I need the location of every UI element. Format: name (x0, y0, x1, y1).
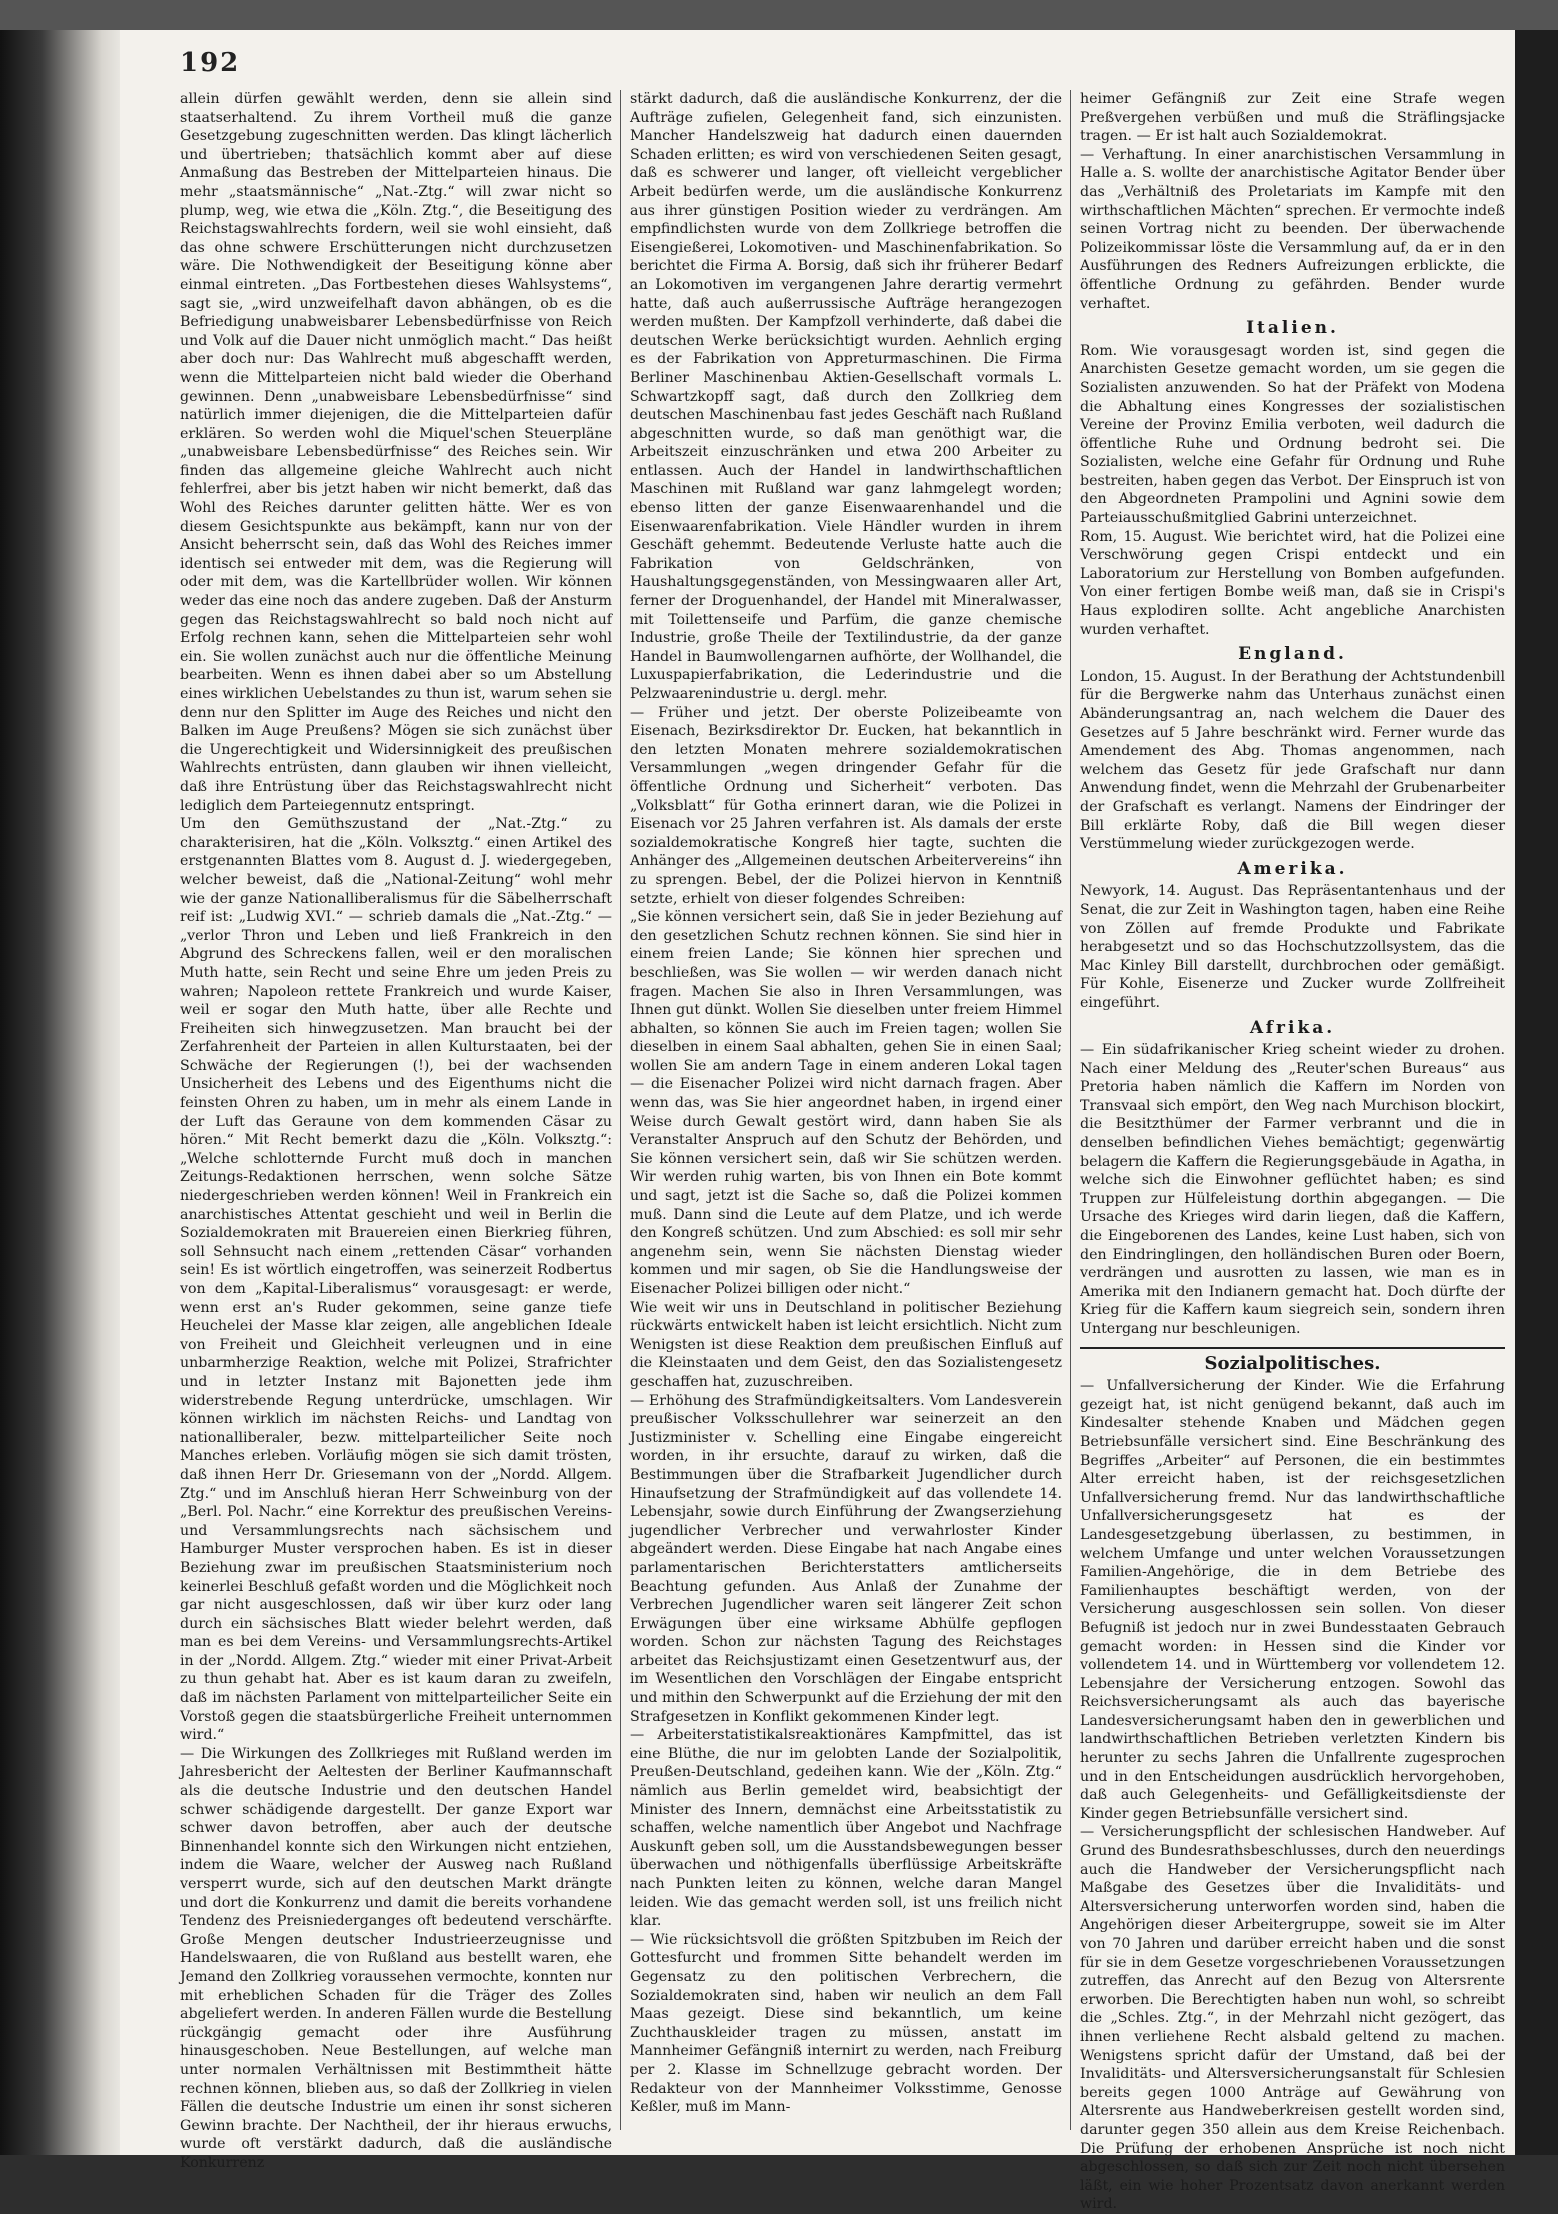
article-paragraph: Wie weit wir uns in Deutschland in politischer Beziehung rückwärts entwickelt haben ist leicht ersichtlich. Nicht zum Wenigsten ist diese Reaktion dem preußischen Einfluß auf die Kleinstaaten und dem Geist, den das Sozialistengesetz geschaffen hat, zuzuschreiben. (630, 1299, 1062, 1390)
article-paragraph: — Arbeiterstatistikalsreaktionäres Kampfmittel, das ist eine Blüthe, die nur im gelobten Lande der Sozialpolitik, Preußen-Deutschland, gedeihen kann. Wie der „Köln. Ztg.“ nämlich aus Berlin gemeldet wird, beabsichtigt der Minister des Innern, demnächst eine Arbeitsstatistik zu schaffen, welche namentlich über Angebot und Nachfrage Auskunft geben soll, um die Ausstandsbewegungen besser überwachen und nöthigenfalls überflüssige Arbeitskräfte nach Punkten leiten zu können, welche daran Mangel leiden. Wie das gemacht werden soll, ist uns freilich nicht klar. (630, 1727, 1062, 1930)
article-paragraph: Rom. Wie vorausgesagt worden ist, sind gegen die Anarchisten Gesetze gemacht worden, um sie gegen die Sozialisten anzuwenden. So hat der Präfekt von Modena die Abhaltung eines Kongresses der sozialistischen Vereine der Provinz Emilia verboten, weil dadurch die öffentliche Ruhe und Ordnung bedroht sei. Die Sozialisten, welche eine Gefahr für Ordnung und Ruhe bestreiten, haben gegen das Verbot. Der Einspruch ist von den Abgeordneten Prampolini und Agnini sowie dem Parteiausschußmitglied Gabrini unterzeichnet. (1080, 342, 1505, 527)
article-paragraph: stärkt dadurch, daß die ausländische Konkurrenz, der die Aufträge zufielen, Gelegenheit fand, sich einzunisten. Mancher Handelszweig hat dadurch einen dauernden Schaden erlitten; es wird von verschiedenen Seiten gesagt, daß es schwerer und langer, oft vielleicht vergeblicher Arbeit bedürfen werde, um die ausländische Konkurrenz aus ihrer günstigen Position wieder zu verdrängen. Am empfindlichsten wurde von dem Zollkriege betroffen die Eisengießerei, Lokomotiven- und Maschinenfabrikation. So berichtet die Firma A. Borsig, daß sich ihr früherer Bedarf an Lokomotiven im vergangenen Jahre derartig vermehrt hatte, daß auch außerrussische Aufträge herangezogen werden mußten. Der Kampfzoll verhinderte, daß dabei die deutschen Werke berücksichtigt wurden. Aehnlich erging es der Fabrikation von Appreturmaschinen. Die Firma Berliner Maschinenbau Aktien-Gesellschaft vormals L. Schwartzkopff sagt, daß durch den Zollkrieg dem deutschen Maschinenbau fast jedes Geschäft nach Rußland abgeschnitten wurde, so daß man genöthigt war, die Arbeitszeit einzuschränken und etwa 200 Arbeiter zu entlassen. Auch der Handel in landwirthschaftlichen Maschinen mit Rußland war ganz lahmgelegt worden; ebenso litten der ganze Eisenwaarenhandel und die Eisenwaarenfabrikation. Viele Händler wurden in ihrem Geschäft gehemmt. Bedeutende Verluste hatte auch die Fabrikation von Geldschränken, von Haushaltungsgegenständen, von Messingwaaren aller Art, ferner der Droguenhandel, der Handel mit Mineralwasser, mit Toilettenseife und Parfüm, die ganze chemische Industrie, große Theile der Textilindustrie, da der ganze Handel in Baumwollengarnen aufhörte, der Wollhandel, die Luxuspapierfabrikation, die Lederindustrie und die Pelzwaarenindustrie u. dergl. mehr. (630, 91, 1062, 702)
scan-right-border (1515, 30, 1558, 2155)
section-heading: Sozialpolitisches. (1080, 1347, 1505, 1374)
country-heading: Italien. (1246, 318, 1339, 339)
country-heading: Afrika. (1249, 1017, 1336, 1038)
article-paragraph: London, 15. August. In der Berathung der Achtstundenbill für die Bergwerke nahm das Unterhaus zunächst einen Abänderungsantrag an, nach welchem die Dauer des Gesetzes auf 5 Jahre beschränkt wird. Ferner wurde das Amendement des Abg. Thomas angenommen, nach welchem das Gesetz für jede Grafschaft nur dann Anwendung findet, wenn die Mehrzahl der Grubenarbeiter der Grafschaft es verlangt. Namens der Eindringer der Bill erklärte Roby, daß die Bill wegen dieser Verstümmelung wieder zurückgezogen werde. (1080, 668, 1505, 853)
article-paragraph: — Wie rücksichtsvoll die größten Spitzbuben im Reich der Gottesfurcht und frommen Sitte behandelt werden im Gegensatz zu den politischen Verbrechern, die Sozialdemokraten sind, haben wir neulich an dem Fall Maas gezeigt. Diese sind bekanntlich, um keine Zuchthauskleider tragen zu müssen, anstatt im Mannheimer Gefängniß internirt zu werden, nach Freiburg per 2. Klasse im Schnellzuge gebracht worden. Der Redakteur von der Mannheimer Volksstimme, Genosse Keßler, muß im Mann- (630, 1931, 1062, 2116)
article-paragraph: — Früher und jetzt. Der oberste Polizeibeamte von Eisenach, Bezirksdirektor Dr. Eucken, hat bekanntlich in den letzten Monaten mehrere sozialdemokratischen Versammlungen „wegen dringender Gefahr für die öffentliche Ordnung und Sicherheit“ verboten. Das „Volksblatt“ für Gotha erinnert daran, wie die Polizei in Eisenach vor 25 Jahren verfahren ist. Als damals der erste sozialdemokratische Kongreß hier tagte, suchten die Anhänger des „Allgemeinen deutschen Arbeitervereins“ ihn zu sprengen. Bebel, der die Polizei hiervon in Kenntniß setzte, erhielt von dieser folgendes Schreiben: (630, 704, 1062, 907)
scan-top-border (0, 0, 1558, 30)
column-rule (1070, 90, 1071, 2130)
article-paragraph: Newyork, 14. August. Das Repräsentantenhaus und der Senat, die zur Zeit in Washington tagen, haben eine Reihe von Zöllen auf fremde Produkte und Fabrikate herabgesetzt und so das Hochschutzzollsystem, das die Mac Kinley Bill darstellt, durchbrochen oder gemäßigt. Für Kohle, Eisenerze und Zucker wurde Zollfreiheit eingeführt. (1080, 883, 1505, 1011)
article-paragraph: — Erhöhung des Strafmündigkeitsalters. Vom Landesverein preußischer Volksschullehrer war seinerzeit an den Justizminister v. Schelling eine Eingabe eingereicht worden, in ihr ersuchte, darauf zu wirken, daß die Bestimmungen über die Strafbarkeit Jugendlicher durch Hinaufsetzung der Strafmündigkeit auf das vollendete 14. Lebensjahr, sowie durch Einführung der Zwangserziehung jugendlicher Verbrecher und verwahrloster Kinder abgeändert werden. Diese Eingabe hat nach Angabe eines parlamentarischen Berichterstatters amtlicherseits Beachtung gefunden. Aus Anlaß der Zunahme der Verbrechen Jugendlicher waren seit längerer Zeit schon Erwägungen über eine wirksame Abhülfe gepflogen worden. Schon zur nächsten Tagung des Reichstages arbeitet das Reichsjustizamt einen Gesetzentwurf aus, der im Wesentlichen den Vorschlägen der Eingabe entspricht und mithin den Schwerpunkt auf die Erziehung der mit den Strafgesetzen in Konflikt gekommenen Kinder legt. (630, 1392, 1062, 1725)
article-paragraph: — Unfallversicherung der Kinder. Wie die Erfahrung gezeigt hat, ist nicht genügend bekannt, daß auch im Kindesalter stehende Knaben und Mädchen gegen Betriebsunfälle versichert sind. Eine Beschränkung des Begriffes „Arbeiter“ auf Personen, die ein bestimmtes Alter erreicht haben, ist der reichsgesetzlichen Unfallversicherung fremd. Nur das landwirthschaftliche Unfallversicherungsgesetz hat es der Landesgesetzgebung überlassen, zu bestimmen, in welchem Umfange und unter welchen Voraussetzungen Familien-Angehörige, die in dem Betriebe des Familienhauptes beschäftigt werden, von der Versicherung ausgeschlossen sein sollen. Von dieser Befugniß ist jedoch nur in zwei Bundesstaaten Gebrauch gemacht worden: in Hessen sind die Kinder vor vollendetem 14. und in Württemberg vor vollendetem 12. Lebensjahre der Versicherung entzogen. Sowohl das Reichsversicherungsamt als auch das bayerische Landesversicherungsamt haben den in gewerblichen und landwirthschaftlichen Betrieben verletzten Kindern bis herunter zu sechs Jahren die Unfallrente zugesprochen und in den Entscheidungen ausdrücklich hervorgehoben, daß auch Gelegenheits- und Gefälligkeitsdienste der Kinder gegen Betriebsunfälle versichert sind. (1080, 1378, 1505, 1822)
article-paragraph: heimer Gefängniß zur Zeit eine Strafe wegen Preßvergehen verbüßen und muß die Sträflingsjacke tragen. — Er ist halt auch Sozialdemokrat. (1080, 91, 1505, 145)
book-spine (0, 30, 120, 2155)
article-paragraph: „Sie können versichert sein, daß Sie in jeder Beziehung auf den gesetzlichen Schutz rechnen können. Sie sind hier in einem freien Lande; Sie können hier sprechen und beschließen, was Sie wollen — wir werden danach nicht fragen. Machen Sie also in Ihren Versammlungen, was Ihnen gut dünkt. Wollen Sie dieselben unter freiem Himmel abhalten, so können Sie auch im Freien tagen; wollen Sie dieselben in einem Saal abhalten, gehen Sie in einen Saal; wollen Sie am andern Tage in einem anderen Lokal tagen — die Eisenacher Polizei wird nicht darnach fragen. Aber wenn das, was Sie hier angeordnet haben, in irgend einer Weise durch Gewalt gestört wird, dann haben Sie als Veranstalter Anspruch auf den Schutz der Behörden, und Sie können versichert sein, daß wir Sie schützen werden. Wir werden ruhig warten, bis von Ihnen ein Bote kommt und sagt, jetzt ist die Sache so, daß die Polizei kommen muß. Dann sind die Leute auf dem Platze, und ich werde den Kongreß schützen. Und zum Abschied: es soll mir sehr angenehm sein, wenn Sie nächsten Dienstag wieder kommen und mir sagen, ob Sie die Handlungsweise der Eisenacher Polizei billigen oder nicht.“ (630, 909, 1062, 1297)
country-heading: Amerika. (1237, 858, 1348, 879)
article-paragraph: — Verhaftung. In einer anarchistischen Versammlung in Halle a. S. wollte der anarchistische Agitator Bender über das „Verhältniß des Proletariats im Kampfe mit den wirthschaftlichen Mächten“ sprechen. Er vermochte indeß seinen Vortrag nicht zu beenden. Der überwachende Polizeikommissar löste die Versammlung auf, da er in den Ausführungen des Redners Aufreizungen erblickte, die öffentliche Ordnung zu gefährden. Bender wurde verhaftet. (1080, 146, 1505, 312)
text-column-3 (1080, 90, 1505, 2213)
article-paragraph: — Versicherungspflicht der schlesischen Handweber. Auf Grund des Bundesrathsbeschlusses, durch den neuerdings auch die Handweber der Versicherungspflicht nach Maßgabe des Gesetzes über die Invaliditäts- und Altersversicherung unterworfen worden sind, haben die Angehörigen dieser Arbeitergruppe, soweit sie im Alter von 70 Jahren und darüber erreicht haben und die sonst für sie in dem Gesetze vorgeschriebenen Voraussetzungen zutreffen, das Anrecht auf den Bezug von Altersrente erworben. Die Berechtigten haben nun wohl, so schreibt die „Schles. Ztg.“, in der Mehrzahl nicht gezögert, das ihnen verliehene Recht alsbald geltend zu machen. Wenigstens spricht dafür der Umstand, daß bei der Invaliditäts- und Altersversicherungsanstalt für Schlesien bereits gegen 1000 Anträge auf Gewährung von Altersrente aus Handweberkreisen gestellt worden sind, darunter gegen 350 allein aus dem Kreise Reichenbach. Die Prüfung der erhobenen Ansprüche ist noch nicht abgeschlossen, so daß sich zur Zeit noch nicht übersehen läßt, ein wie hoher Prozentsatz davon anerkannt werden wird. (1080, 1824, 1505, 2213)
text-column-1 (180, 90, 612, 2171)
article-paragraph: — Ein südafrikanischer Krieg scheint wieder zu drohen. Nach einer Meldung des „Reuter'schen Bureaus“ aus Pretoria haben nämlich die Kaffern im Norden von Transvaal sich empört, den Weg nach Murchison blockirt, die Besitzthümer der Farmer verbrannt und die in denselben befindlichen Viehes bemächtigt; gegenwärtig belagern die Kaffern die Regierungsgebäude in Agatha, in welche sich die Einwohner geflüchtet haben; es sind Truppen zur Hülfeleistung dorthin abgegangen. — Die Ursache des Krieges wird darin liegen, daß die Kaffern, die Eingeborenen des Landes, keine Lust haben, sich von den Eindringlingen, den holländischen Buren oder Boern, verdrängen und ausrotten zu lassen, wie man es in Amerika mit den Indianern gemacht hat. Doch dürfte der Krieg für die Kaffern kaum siegreich sein, sondern ihren Untergang nur beschleunigen. (1080, 1042, 1505, 1337)
text-column-2 (630, 90, 1062, 2130)
newspaper-page (120, 30, 1515, 2213)
article-paragraph: Um den Gemüthszustand der „Nat.-Ztg.“ zu charakterisiren, hat die „Köln. Volksztg.“ einen Artikel des erstgenannten Blattes vom 8. August d. J. wiedergegeben, welcher beweist, daß die „National-Zeitung“ wohl mehr wie der ganze Nationalliberalismus für die Säbelherrschaft reif ist: „Ludwig XVI.“ — schrieb damals die „Nat.-Ztg.“ — „verlor Thron und Leben und ließ Frankreich in den Abgrund des Schreckens fallen, weil er den moralischen Muth hatte, sein Recht und seine Ehre um jeden Preis zu wahren; Napoleon rettete Frankreich und wurde Kaiser, weil er sogar den Muth hatte, über alle Rechte und Freiheiten sich hinwegzusetzen. Man braucht bei der Zerfahrenheit der Parteien in allen Kulturstaaten, bei der Schwäche der Regierungen (!), bei der wachsenden Unsicherheit des Lebens und des Eigenthums nicht die feinsten Ohren zu haben, um in mehr als einem Lande in der Luft das Geraune von dem kommenden Cäsar zu hören.“ Mit Recht bemerkt dazu die „Köln. Volksztg.“: „Welche schlotternde Furcht muß doch in manchen Zeitungs-Redaktionen herrschen, wenn solche Sätze niedergeschrieben werden können! Weil in Frankreich ein anarchistisches Attentat geschieht und weil in Berlin die Sozialdemokraten mit Brauereien einen Bierkrieg führen, soll Sehnsucht nach einem „rettenden Cäsar“ vorhanden sein! Es ist wörtlich eingetroffen, was seinerzeit Rodbertus von dem „Kapital-Liberalismus“ vorausgesagt: er werde, wenn erst an's Ruder gekommen, seine ganze tiefe Heuchelei der Masse klar zeigen, alle angeblichen Ideale von Freiheit und Gleichheit verleugnen und in eine unbarmherzige Reaktion, welche mit Polizei, Strafrichter und in letzter Instanz mit Bajonetten jede ihm widerstrebende Regung unterdrücke, umschlagen. Wir können wirklich im nächsten Reichs- und Landtag von nationalliberaler, bezw. mittelparteilicher Seite noch Manches erleben. Vorläufig mögen sie sich damit trösten, daß ihnen Herr Dr. Griesemann von der „Nordd. Allgem. Ztg.“ und im Anschluß hieran Herr Schweinburg von der „Berl. Pol. Nachr.“ eine Korrektur des preußischen Vereins- und Versammlungsrechts nach sächsischem und Hamburger Muster versprochen haben. Es ist in dieser Beziehung zwar im preußischen Staatsministerium noch keinerlei Beschluß gefaßt worden und die Möglichkeit noch gar nicht ausgeschlossen, daß wir über kurz oder lang durch ein sächsisches Blatt wieder belehrt werden, daß man es bei dem Vereins- und Versammlungsrechts-Artikel in der „Nordd. Allgem. Ztg.“ wieder mit einer Privat-Arbeit zu thun gehabt hat. Aber es ist kaum daran zu zweifeln, daß im nächsten Parlament von mittelparteilicher Seite ein Vorstoß gegen die staatsbürgerliche Freiheit unternommen wird.“ (180, 816, 612, 1744)
column-rule (620, 90, 621, 2130)
article-paragraph: allein dürfen gewählt werden, denn sie allein sind staatserhaltend. Zu ihrem Vortheil muß die ganze Gesetzgebung zugeschnitten werden. Das klingt lächerlich und übertrieben; thatsächlich kommt aber auf diese Anmaßung das Bestreben der Mittelparteien hinaus. Die mehr „staatsmännische“ „Nat.-Ztg.“ will zwar nicht so plump, weg, wie etwa die „Köln. Ztg.“, die Beseitigung des Reichstagswahlrechts fordern, weil sie wohl einsieht, daß das ohne schwere Erschütterungen nicht durchzusetzen wäre. Die Nothwendigkeit der Beseitigung könne aber einmal eintreten. „Das Fortbestehen dieses Wahlsystems“, sagt sie, „wird unzweifelhaft davon abhängen, ob es die Befriedigung unabweisbarer Lebensbedürfnisse von Reich und Volk auf die Dauer nicht unmöglich macht.“ Das heißt aber doch nur: Das Wahlrecht muß abgeschafft werden, wenn die Mittelparteien nicht bald wieder die Oberhand gewinnen. Denn „unabweisbare Lebensbedürfnisse“ sind natürlich immer diejenigen, die die Mittelparteien dafür erklären. So werden wohl die Miquel'schen Steuerpläne „unabweisbare Lebensbedürfnisse“ des Reiches sein. Wir finden das allgemeine gleiche Wahlrecht auch nicht fehlerfrei, aber bis jetzt haben wir nicht bemerkt, daß das Wohl des Reiches darunter gelitten hätte. Wer es von diesem Gesichtspunkte aus bekämpft, kann nur von der Ansicht beherrscht sein, daß das Wohl des Reiches immer identisch sei entweder mit dem, was die Regierung will oder mit dem, was die Kartellbrüder wollen. Wir können weder das eine noch das andere zugeben. Daß der Ansturm gegen das Reichstagswahlrecht so bald noch nicht auf Erfolg rechnen kann, sehen die Mittelparteien sehr wohl ein. Sie wollen zunächst auch nur die öffentliche Meinung bearbeiten. Wenn es ihnen dabei aber so um Abstellung eines wirklichen Uebelstandes zu thun ist, warum sehen sie denn nur den Splitter im Auge des Reiches und nicht den Balken im Auge Preußens? Mögen sie sich zunächst über die Ungerechtigkeit und Widersinnigkeit des preußischen Wahlrechts entrüsten, dann glauben wir ihnen vielleicht, daß ihre Entrüstung über das Reichstagswahlrecht nicht lediglich dem Parteiegennutz entspringt. (180, 91, 612, 814)
country-heading: England. (1238, 644, 1347, 665)
article-paragraph: Rom, 15. August. Wie berichtet wird, hat die Polizei eine Verschwörung gegen Crispi entdeckt und ein Laboratorium zur Herstellung von Bomben aufgefunden. Von einer fertigen Bombe weiß man, daß sie in Crispi's Haus explodiren sollte. Acht angebliche Anarchisten wurden verhaftet. (1080, 528, 1505, 638)
article-paragraph: — Die Wirkungen des Zollkrieges mit Rußland werden im Jahresbericht der Aeltesten der Berliner Kaufmannschaft als die deutsche Industrie und den deutschen Handel schwer schädigende dargestellt. Der ganze Export war schwer davon betroffen, aber auch der deutsche Binnenhandel konnte sich den Wirkungen nicht entziehen, indem die Waare, welcher der Ausweg nach Rußland versperrt wurde, sich auf den deutschen Markt drängte und dort die Konkurrenz und damit die bereits vorhandene Tendenz des Preisniederganges oft bedeutend verschärfte. Große Mengen deutscher Industrieerzeugnisse und Handelswaaren, die von Rußland aus bestellt waren, ehe Jemand den Zollkrieg voraussehen vermochte, konnten nur mit erheblichen Schaden für die Träger des Zolles abgeliefert werden. In anderen Fällen wurde die Bestellung rückgängig gemacht oder ihre Ausführung hinausgeschoben. Neue Bestellungen, auf welche man unter normalen Verhältnissen mit Bestimmtheit hätte rechnen können, blieben aus, so daß der Zollkrieg in vielen Fällen die deutsche Industrie um einen ihr sonst sicheren Gewinn brachte. Der Nachtheil, der ihr hieraus erwuchs, wurde oft verstärkt dadurch, daß die ausländische Konkurrenz (180, 1745, 612, 2171)
page-number: 192 (180, 48, 241, 78)
